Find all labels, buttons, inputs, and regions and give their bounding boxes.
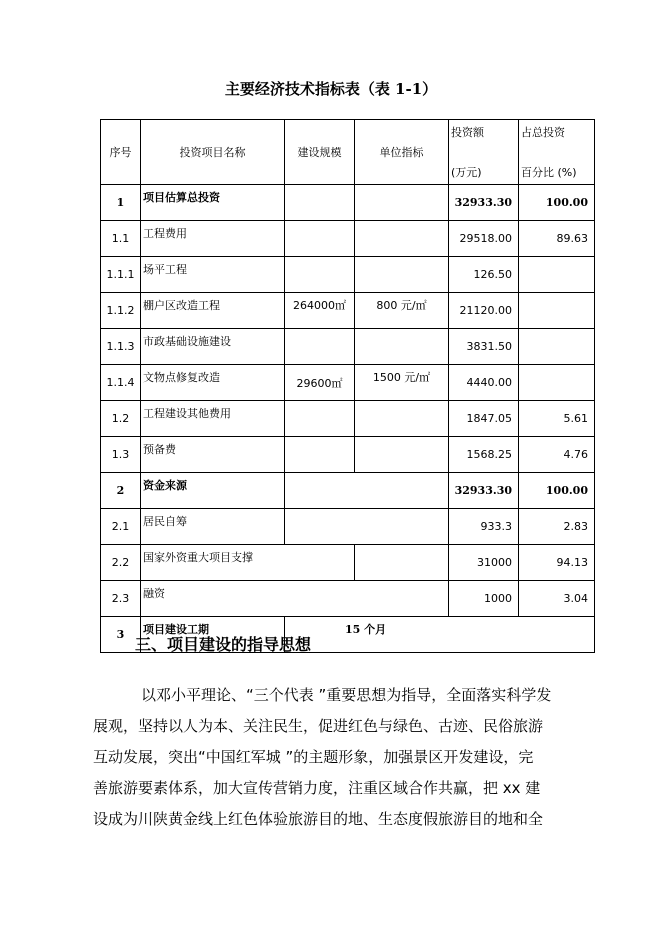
body-paragraph [93,680,583,835]
row-name: 市政基础设施建设 [141,329,285,365]
row-percent: 3.04 [519,581,595,617]
row-percent: 94.13 [519,545,595,581]
row-name: 工程费用 [141,221,285,257]
header-percent-unit: 百分比 (%) [521,166,577,179]
row-investment: 1847.05 [449,401,519,437]
row-unit [355,221,449,257]
row-percent [519,365,595,401]
row-investment: 3831.50 [449,329,519,365]
table-row [101,401,595,437]
row-scale: 264000㎡ [285,293,355,329]
row-seq: 1.1 [101,221,141,257]
header-unit: 单位指标 [355,120,449,185]
table-row [101,293,595,329]
row-investment: 126.50 [449,257,519,293]
row-percent: 4.76 [519,437,595,473]
row-seq: 1.3 [101,437,141,473]
row-scale-unit-merged [285,473,449,509]
row-seq: 1.1.2 [101,293,141,329]
paragraph-line: 以邓小平理论、“三个代表 ”重要思想为指导，全面落实科学发 [141,686,552,704]
table-row [101,545,595,581]
row-name: 文物点修复改造 [141,365,285,401]
table-row [101,473,595,509]
row-seq: 2.1 [101,509,141,545]
row-scale: 29600㎡ [285,365,355,401]
row-name: 项目建设工期 [141,617,285,653]
row-scale [285,401,355,437]
table-row [101,221,595,257]
table-header-row [101,120,595,185]
row-percent: 100.00 [519,473,595,509]
row-seq: 2 [101,473,141,509]
header-investment-unit: (万元) [451,166,482,179]
row-percent: 89.63 [519,221,595,257]
row-percent [519,257,595,293]
row-unit [355,329,449,365]
row-unit [355,401,449,437]
table-row [101,185,595,221]
row-scale [285,185,355,221]
row-name: 居民自筹 [141,509,285,545]
row-investment: 21120.00 [449,293,519,329]
row-construction-period [285,617,595,653]
row-seq: 1.1.4 [101,365,141,401]
header-name: 投资项目名称 [141,120,285,185]
header-investment [449,120,519,185]
row-seq: 1.1.3 [101,329,141,365]
row-name: 棚户区改造工程 [141,293,285,329]
row-investment: 4440.00 [449,365,519,401]
row-percent: 5.61 [519,401,595,437]
paragraph-line: 展观，坚持以人为本、关注民生，促进红色与绿色、古迹、民俗旅游 [93,717,544,735]
row-seq: 2.3 [101,581,141,617]
table-title: 主要经济技术指标表（表 1-1） [224,80,438,98]
row-unit [355,437,449,473]
header-investment-label: 投资额 [451,126,484,139]
table-row [101,509,595,545]
section-heading: 三、项目建设的指导思想 [135,635,312,654]
table-row [101,437,595,473]
row-percent [519,293,595,329]
row-unit [355,185,449,221]
table-row [101,257,595,293]
row-investment: 933.3 [449,509,519,545]
row-investment: 1000 [449,581,519,617]
row-name: 融资 [141,581,449,617]
row-unit: 800 元/㎡ [355,293,449,329]
row-percent: 100.00 [519,185,595,221]
row-percent [519,329,595,365]
paragraph-line: 互动发展，突出“中国红军城 ”的主题形象，加强景区开发建设，完 [93,748,534,766]
row-investment: 1568.25 [449,437,519,473]
row-name: 项目估算总投资 [141,185,285,221]
row-name: 工程建设其他费用 [141,401,285,437]
row-name: 场平工程 [141,257,285,293]
row-seq: 2.2 [101,545,141,581]
row-scale [285,221,355,257]
row-seq: 1.2 [101,401,141,437]
row-seq: 3 [101,617,141,653]
row-investment: 31000 [449,545,519,581]
row-percent: 2.83 [519,509,595,545]
row-unit: 1500 元/㎡ [355,365,449,401]
paragraph-line: 设成为川陕黄金线上红色体验旅游目的地、生态度假旅游目的地和全 [93,810,544,828]
table-row [101,581,595,617]
row-seq: 1.1.1 [101,257,141,293]
row-investment: 32933.30 [449,185,519,221]
construction-period-value: 15 个月 [345,623,387,636]
header-scale: 建设规模 [285,120,355,185]
row-scale [285,257,355,293]
row-investment: 32933.30 [449,473,519,509]
table-row [101,329,595,365]
header-percent [519,120,595,185]
row-name: 资金来源 [141,473,285,509]
row-unit [355,545,449,581]
paragraph-line: 善旅游要素体系，加大宣传营销力度，注重区域合作共赢，把 xx 建 [93,779,541,797]
header-seq: 序号 [101,120,141,185]
row-name: 预备费 [141,437,285,473]
row-scale [285,437,355,473]
economic-indicators-table [100,119,595,653]
row-unit [355,257,449,293]
row-scale-unit-merged [285,509,449,545]
table-row [101,365,595,401]
row-seq: 1 [101,185,141,221]
row-scale [285,329,355,365]
row-investment: 29518.00 [449,221,519,257]
header-percent-label: 占总投资 [521,126,565,139]
row-name: 国家外资重大项目支撑 [141,545,355,581]
